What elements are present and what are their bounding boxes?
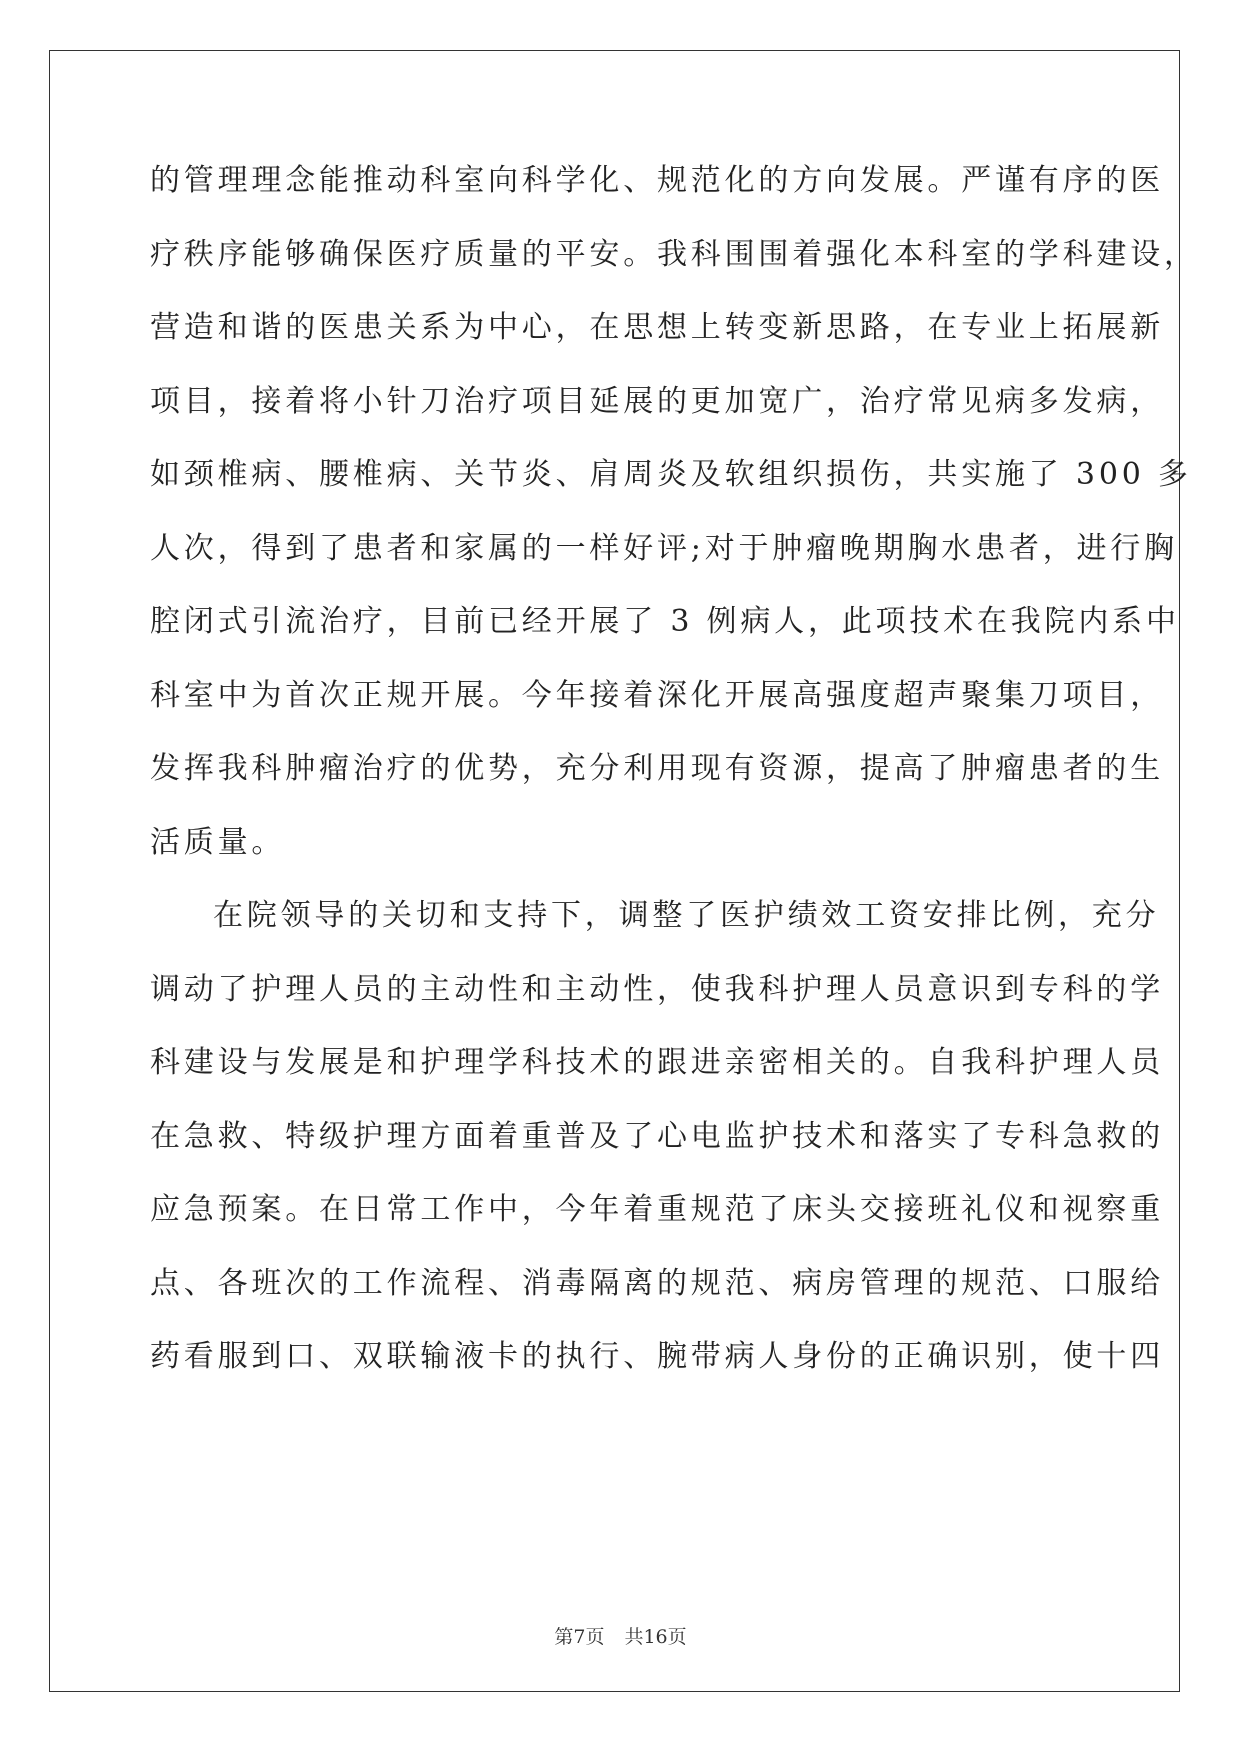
page-number-total: 共16页 bbox=[624, 1626, 687, 1648]
text-line: 科室中为首次正规开展。今年接着深化开展高强度超声聚集刀项目， bbox=[150, 677, 1164, 713]
text-line: 点、各班次的工作流程、消毒隔离的规范、病房管理的规范、口服给 bbox=[150, 1265, 1164, 1301]
text-line: 人次，得到了患者和家属的一样好评;对于肿瘤晚期胸水患者，进行胸 bbox=[150, 530, 1178, 566]
text-line: 调动了护理人员的主动性和主动性，使我科护理人员意识到专科的学 bbox=[150, 971, 1164, 1007]
text-line: 如颈椎病、腰椎病、关节炎、肩周炎及软组织损伤，共实施了 300 多 bbox=[150, 457, 1192, 492]
text-line: 药看服到口、双联输液卡的执行、腕带病人身份的正确识别，使十四 bbox=[150, 1339, 1164, 1374]
text-line: 发挥我科肿瘤治疗的优势，充分利用现有资源，提高了肿瘤患者的生 bbox=[150, 751, 1164, 786]
text-line: 在急救、特级护理方面着重普及了心电监护技术和落实了专科急救的 bbox=[150, 1118, 1164, 1154]
text-line: 项目，接着将小针刀治疗项目延展的更加宽广，治疗常见病多发病， bbox=[150, 383, 1164, 419]
text-line: 的管理理念能推动科室向科学化、规范化的方向发展。严谨有序的医 bbox=[150, 163, 1164, 198]
text-line: 科建设与发展是和护理学科技术的跟进亲密相关的。自我科护理人员 bbox=[150, 1045, 1164, 1080]
page-footer bbox=[0, 1622, 1241, 1649]
text-line: 疗秩序能够确保医疗质量的平安。我科围围着强化本科室的学科建设， bbox=[150, 236, 1198, 272]
text-line: 营造和谐的医患关系为中心，在思想上转变新思路，在专业上拓展新 bbox=[150, 310, 1164, 345]
text-line: 活质量。 bbox=[150, 824, 286, 860]
paragraph-start-line: 在院领导的关切和支持下，调整了医护绩效工资安排比例，充分 bbox=[213, 898, 1160, 933]
text-line: 应急预案。在日常工作中，今年着重规范了床头交接班礼仪和视察重 bbox=[150, 1192, 1164, 1227]
page-number-current: 第7页 bbox=[554, 1626, 605, 1648]
document-body bbox=[150, 161, 1198, 1411]
text-line: 腔闭式引流治疗，目前已经开展了 3 例病人，此项技术在我院内系中 bbox=[150, 604, 1180, 639]
